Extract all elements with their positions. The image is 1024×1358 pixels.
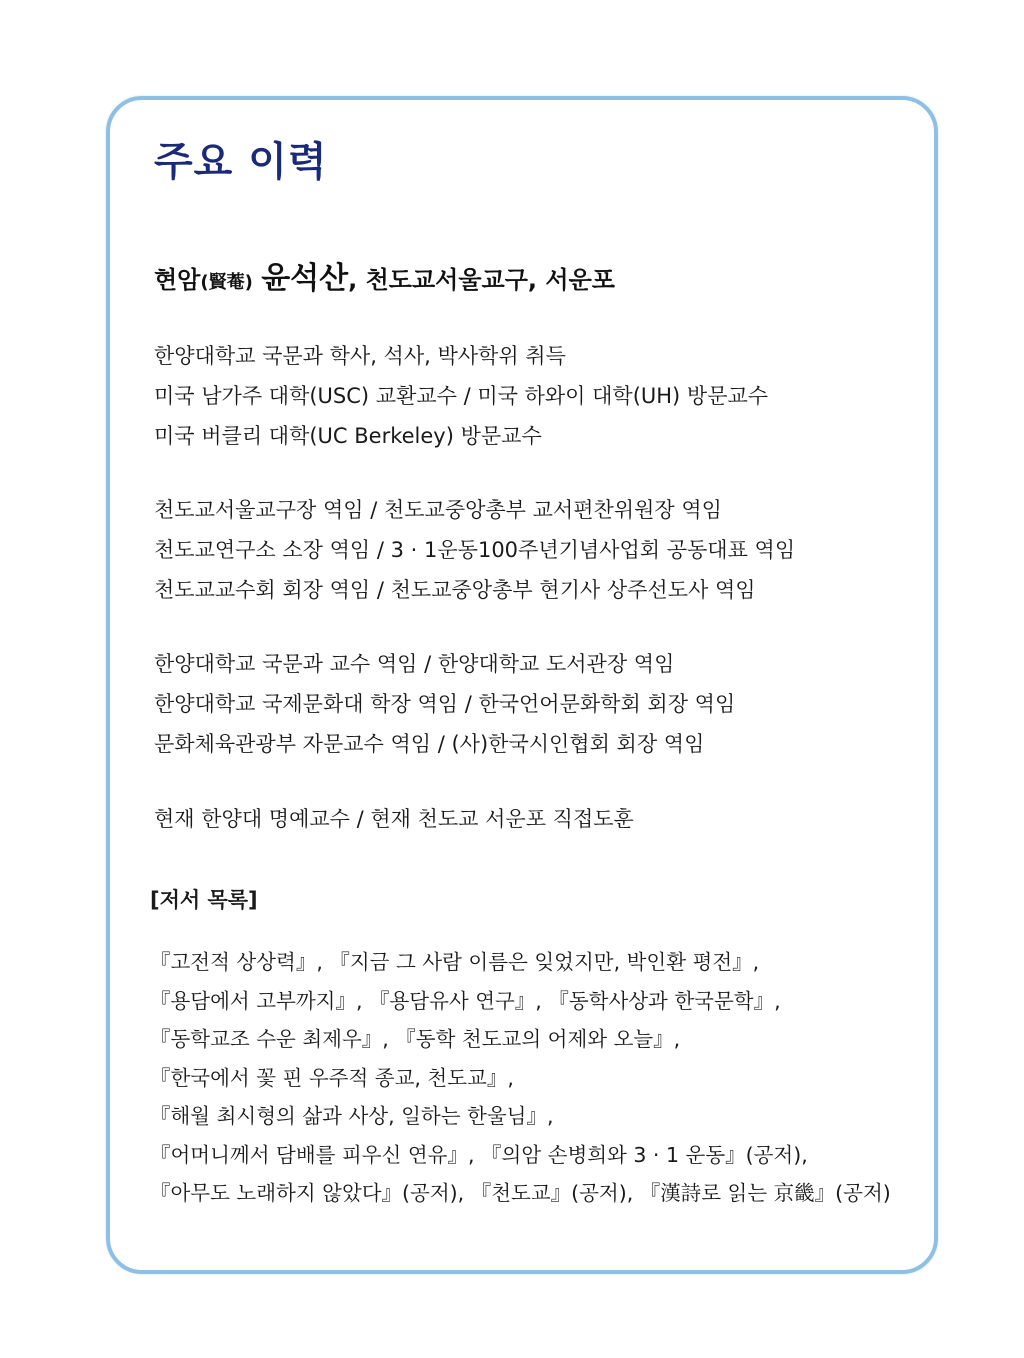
page-title: 주요 이력 bbox=[154, 139, 328, 185]
book-line: 『아무도 노래하지 않았다』(공저), 『천도교』(공저), 『漢詩로 읽는 京畿』(공저) bbox=[150, 1181, 891, 1205]
career-group-academic bbox=[154, 644, 735, 764]
book-line: 『어머니께서 담배를 피우신 연유』, 『의암 손병희와 3 · 1 운동』(공저), bbox=[150, 1142, 808, 1167]
career-group-education bbox=[154, 336, 768, 456]
pen-name: 현암 bbox=[154, 266, 201, 294]
career-item: 한양대학교 국문과 학사, 석사, 박사학위 취득 bbox=[154, 344, 566, 368]
person-name: 윤석산 bbox=[261, 261, 349, 296]
career-item: 한양대학교 국문과 교수 역임 / 한양대학교 도서관장 역임 bbox=[154, 652, 675, 676]
book-line: 『용담에서 고부까지』, 『용담유사 연구』, 『동학사상과 한국문학』, bbox=[150, 988, 781, 1013]
books-list bbox=[150, 943, 891, 1213]
person-affiliation: 천도교서울교구, 서운포 bbox=[365, 266, 615, 294]
career-group-cheondogyo bbox=[154, 490, 795, 610]
career-item: 한양대학교 국제문화대 학장 역임 / 한국언어문화학회 회장 역임 bbox=[154, 692, 736, 716]
book-line: 『한국에서 꽃 핀 우주적 종교, 천도교』, bbox=[150, 1065, 514, 1090]
career-item: 문화체육관광부 자문교수 역임 / (사)한국시인협회 회장 역임 bbox=[154, 732, 705, 756]
pen-name-hanja: (賢菴) bbox=[200, 272, 253, 293]
career-item: 천도교교수회 회장 역임 / 천도교중앙총부 현기사 상주선도사 역임 bbox=[154, 578, 756, 602]
book-line: 『동학교조 수운 최제우』, 『동학 천도교의 어제와 오늘』, bbox=[150, 1027, 681, 1051]
book-line: 『해월 최시형의 삶과 사상, 일하는 한울님』, bbox=[150, 1104, 554, 1128]
career-item: 천도교서울교구장 역임 / 천도교중앙총부 교서편찬위원장 역임 bbox=[154, 498, 722, 522]
career-item: 현재 한양대 명예교수 / 현재 천도교 서운포 직접도훈 bbox=[154, 807, 634, 831]
career-group-current bbox=[154, 799, 634, 839]
name-separator: , bbox=[348, 266, 358, 294]
person-heading bbox=[154, 262, 615, 300]
career-item: 미국 남가주 대학(USC) 교환교수 / 미국 하와이 대학(UH) 방문교수 bbox=[154, 384, 769, 408]
career-item: 미국 버클리 대학(UC Berkeley) 방문교수 bbox=[154, 424, 542, 448]
book-line: 『고전적 상상력』, 『지금 그 사람 이름은 잊었지만, 박인환 평전』, bbox=[150, 950, 760, 974]
books-heading: [저서 목록] bbox=[150, 888, 258, 912]
career-item: 천도교연구소 소장 역임 / 3 · 1운동100주년기념사업회 공동대표 역임 bbox=[154, 538, 796, 562]
